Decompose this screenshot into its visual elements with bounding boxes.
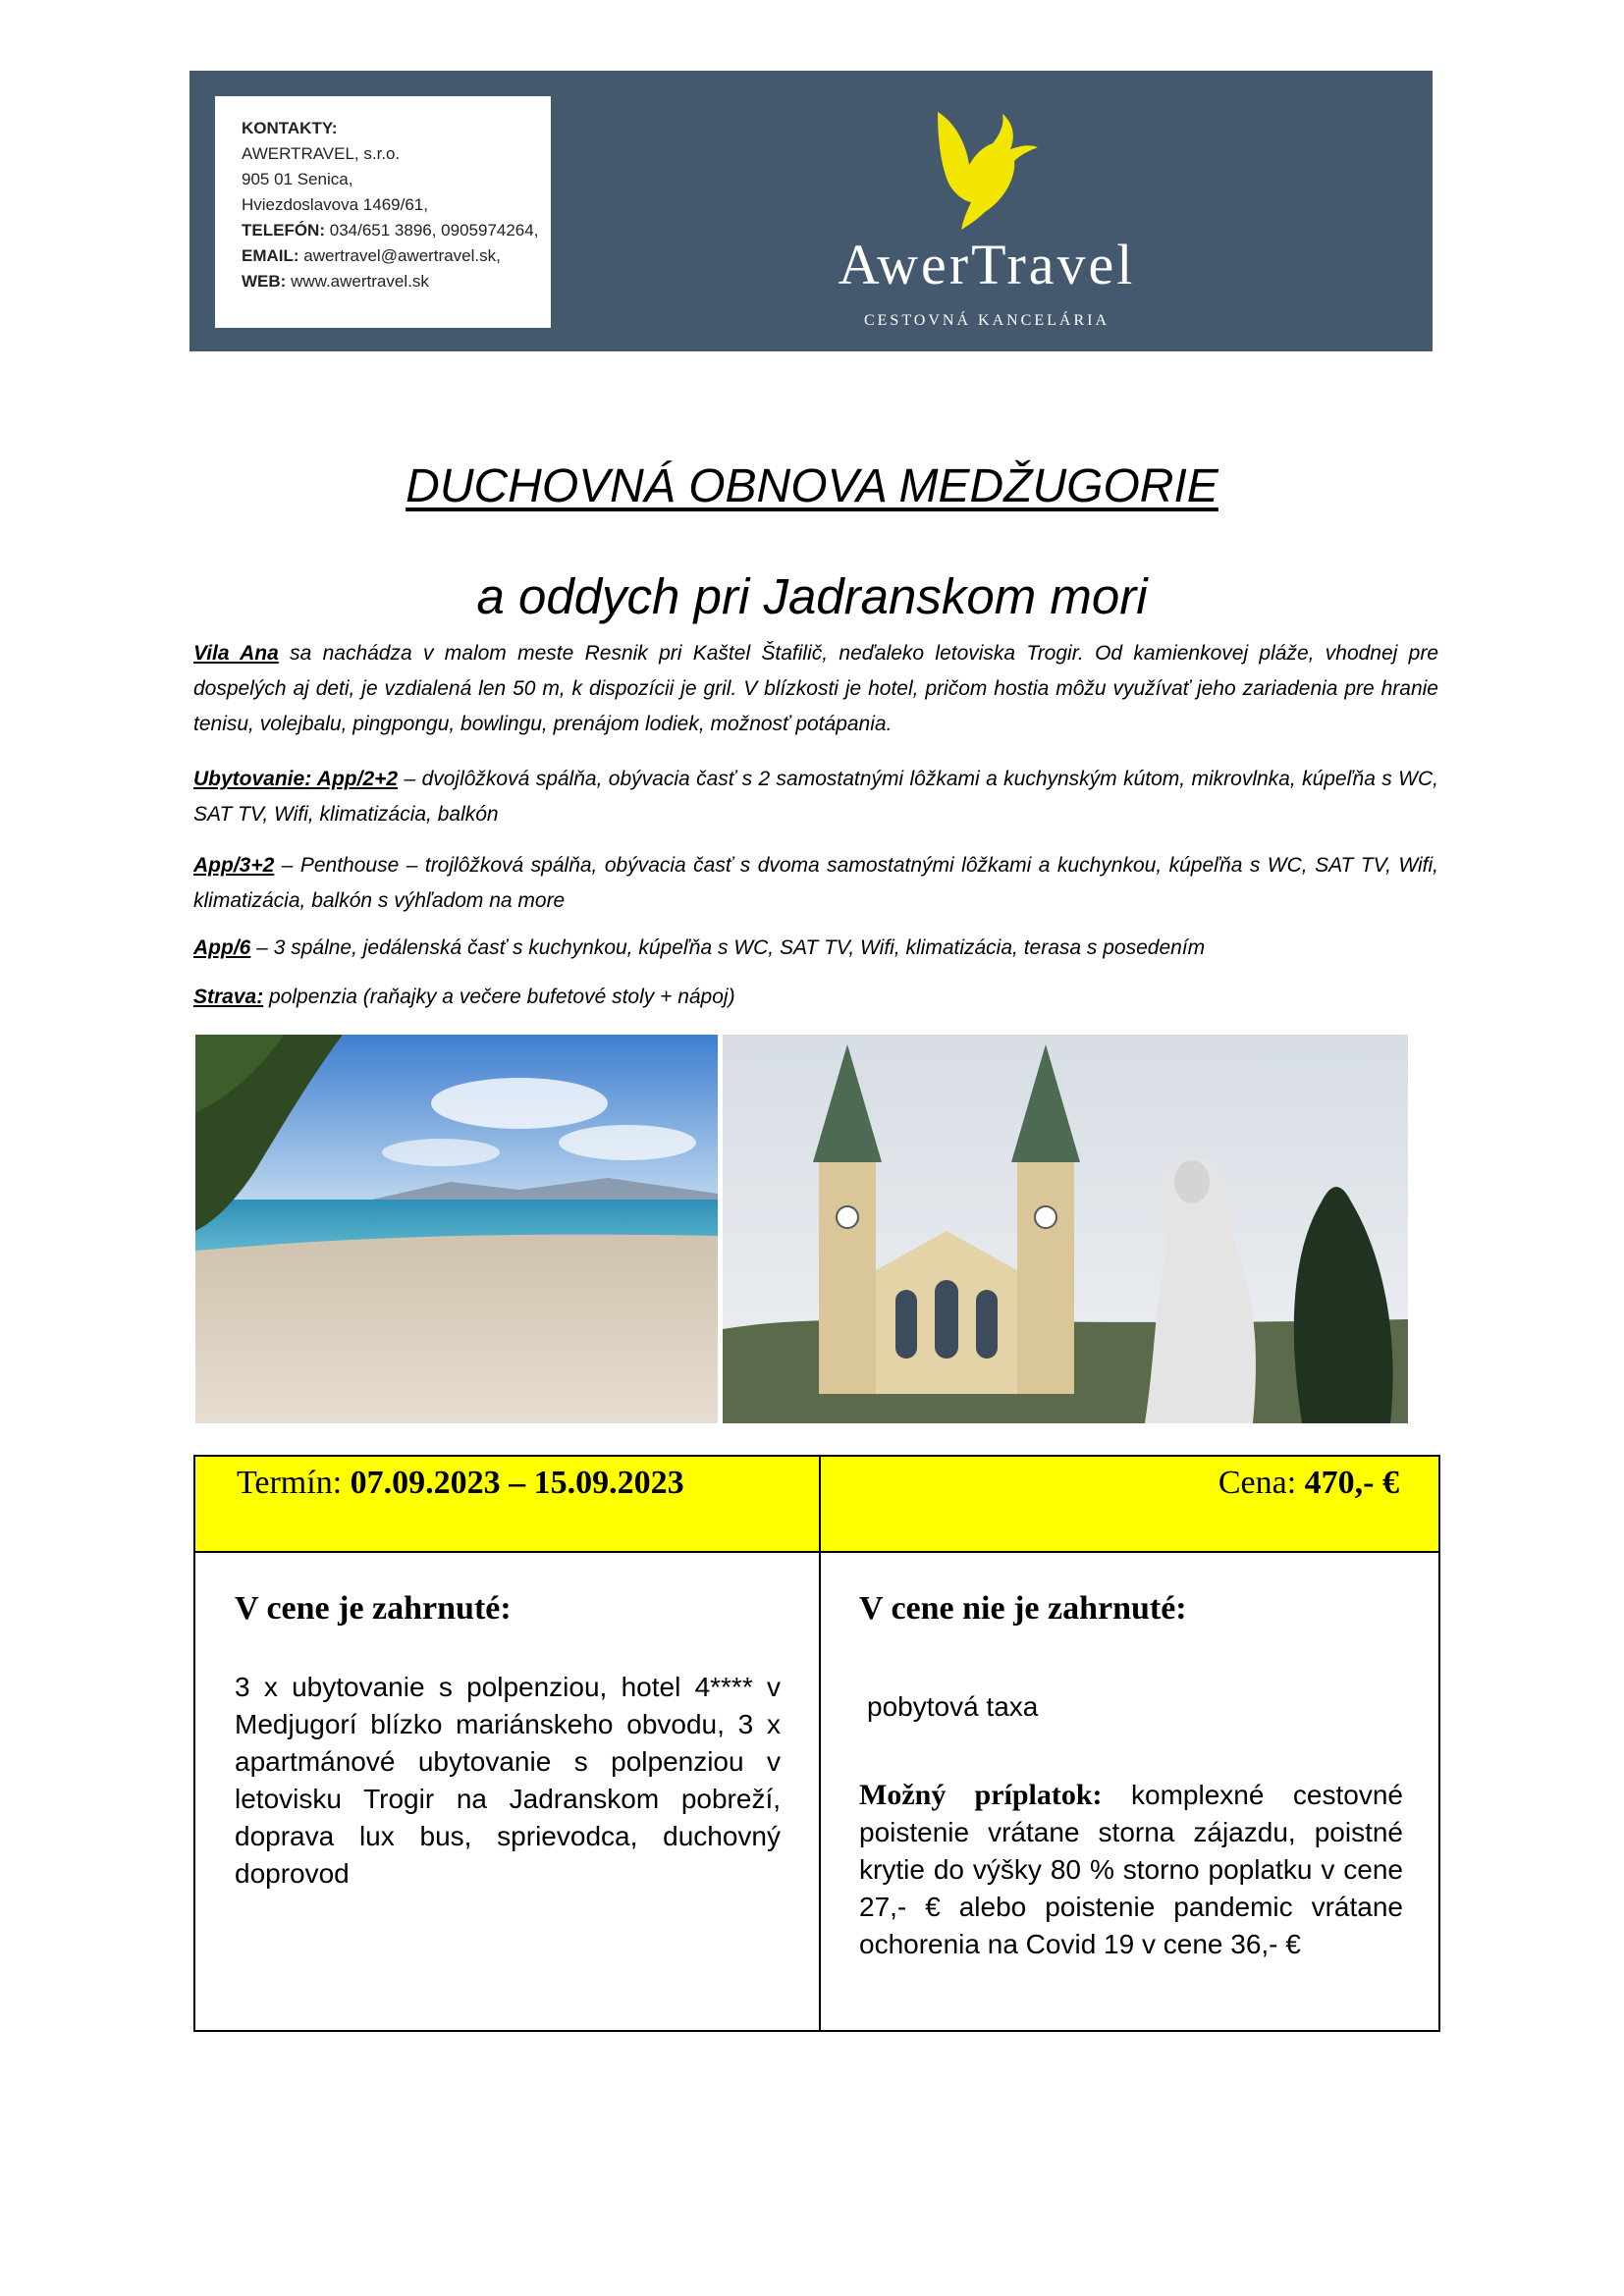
accommodation-paragraph (193, 762, 1438, 832)
included-title: V cene je zahrnuté: (235, 1590, 512, 1627)
intro-paragraph (193, 636, 1438, 742)
app2-text: – Penthouse – trojlôžková spálňa, obývacia časť s dvoma samostatnými lôžkami a kuchynkou, kúpeľňa s WC, SAT TV, Wifi, klimatizácia, balkón s výhľadom na more (193, 854, 1438, 912)
excluded-title: V cene nie je zahrnuté: (859, 1590, 1187, 1627)
app3-label: App/6 (193, 936, 251, 959)
church-photo (723, 1035, 1408, 1423)
header-banner (189, 71, 1433, 351)
app2-label: App/3+2 (193, 854, 275, 877)
price-value: 470,- € (1304, 1465, 1399, 1501)
awertravel-logo (771, 104, 1203, 340)
page-subtitle: a oddych pri Jadranskom mori (476, 568, 1148, 624)
price-label: Cena: (1218, 1465, 1305, 1501)
app1-label: App/2+2 (311, 768, 399, 790)
company-street: Hviezdoslavova 1469/61, (242, 195, 428, 214)
app2-paragraph (193, 848, 1438, 919)
company-city: 905 01 Senica, (242, 170, 353, 188)
dove-icon (928, 104, 1046, 232)
contacts-title: KONTAKTY: (242, 119, 338, 137)
accommodation-label: Ubytovanie: (193, 768, 312, 790)
surcharge-text: komplexné cestovné poistenie vrátane storna zájazdu, poistné krytie do výšky 80 % storno poplatku v cene 27,- € alebo poistenie pandemic vrátane ochorenia na Covid 19 v cene 36,- € (859, 1780, 1403, 1959)
term-label: Termín: (237, 1465, 351, 1501)
term-cell (237, 1465, 684, 1502)
table-divider (819, 1457, 821, 2030)
price-table (193, 1455, 1440, 2032)
board-label: Strava: (193, 986, 264, 1008)
web-label: WEB: (242, 272, 287, 291)
term-value: 07.09.2023 – 15.09.2023 (350, 1465, 684, 1501)
excluded-text: pobytová taxa (867, 1691, 1039, 1722)
web-value[interactable]: www.awertravel.sk (291, 272, 429, 291)
app3-text: – 3 spálne, jedálenská časť s kuchynkou, kúpeľňa s WC, SAT TV, Wifi, klimatizácia, terasa s posedením (250, 936, 1206, 959)
email-line (242, 243, 551, 269)
surcharge-label: Možný príplatok: (859, 1779, 1103, 1811)
company-name: AWERTRAVEL, s.r.o. (242, 144, 401, 163)
brand-subtitle: CESTOVNÁ KANCELÁRIA (863, 312, 1110, 329)
beach-photo (195, 1035, 718, 1423)
email-value[interactable]: awertravel@awertravel.sk, (303, 246, 501, 265)
email-label: EMAIL: (242, 246, 299, 265)
board-paragraph (193, 980, 1438, 1015)
included-text: 3 x ubytovanie s polpenziou, hotel 4**** v Medjugorí blízko mariánskeho obvodu, 3 x apartmánové ubytovanie s polpenziou v letovisku Trogir na Jadranskom pobreží, doprava lux bus, sprievodca, duchovný doprovod (235, 1672, 781, 1889)
contact-box (215, 96, 551, 328)
brand-name: AwerTravel (838, 233, 1136, 296)
page-title: DUCHOVNÁ OBNOVA MEDŽUGORIE (406, 460, 1218, 512)
surcharge-paragraph (859, 1777, 1403, 1963)
intro-text: sa nachádza v malom meste Resnik pri Kaštel Štafilič, neďaleko letoviska Trogir. Od kamienkovej pláže, vhodnej pre dospelých aj deti, je vzdialená len 50 m, k dispozícii je gril. V blízkosti je hotel, pričom hostia môžu využívať jeho zariadenia pre hranie tenisu, volejbalu, pingpongu, bowlingu, prenájom lodiek, možnosť potápania. (193, 642, 1438, 735)
web-line (242, 269, 551, 294)
board-text: polpenzia (raňajky a večere bufetové stoly + nápoj) (263, 986, 735, 1008)
phone-value: 034/651 3896, 0905974264, (329, 221, 539, 240)
app1-text: – dvojlôžková spálňa, obývacia časť s 2 samostatnými lôžkami a kuchynským kútom, mikrovlnka, kúpeľňa s WC, SAT TV, Wifi, klimatizácia, balkón (193, 768, 1438, 826)
phone-label: TELEFÓN: (242, 221, 325, 240)
app3-paragraph (193, 931, 1438, 966)
price-cell (1218, 1465, 1399, 1502)
phone-line (242, 218, 551, 243)
villa-name: Vila Ana (193, 642, 279, 665)
